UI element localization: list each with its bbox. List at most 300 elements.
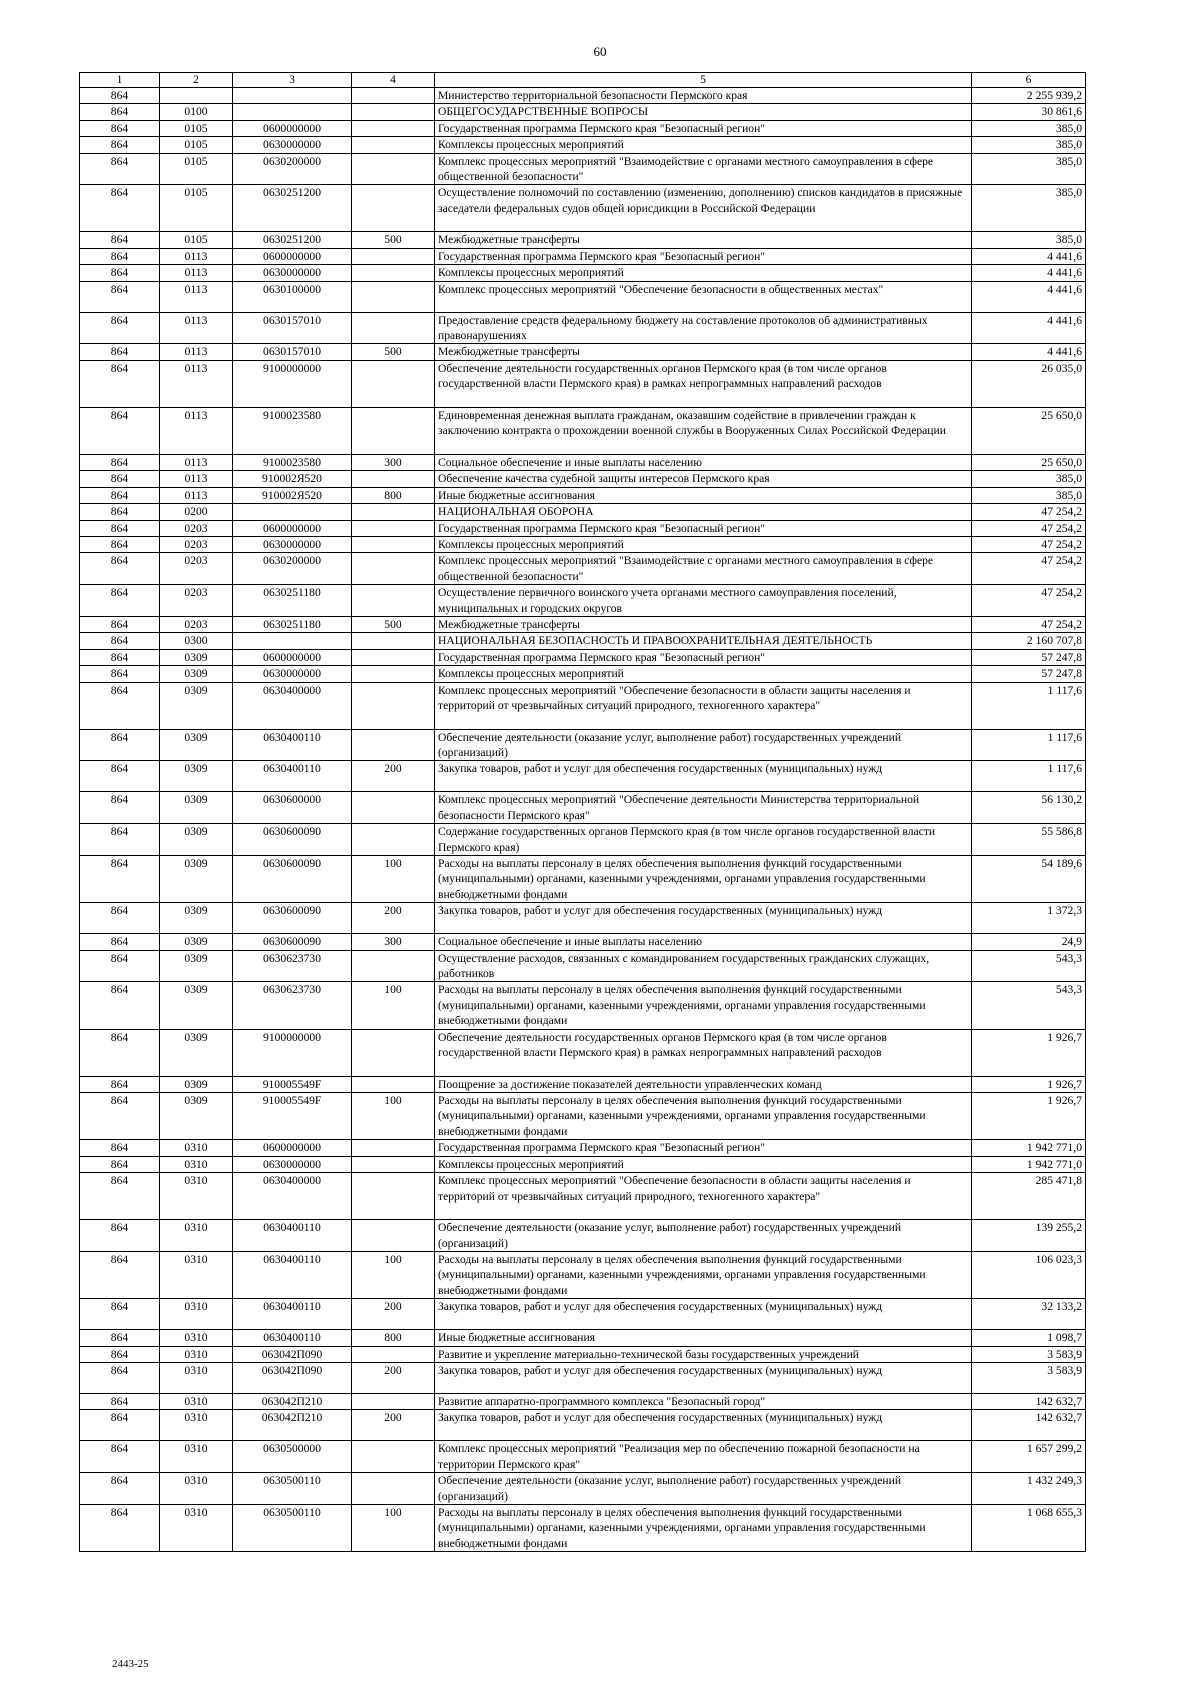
expense-type-cell [352,682,435,729]
section-code-cell: 0309 [160,1029,233,1076]
section-code-cell: 0310 [160,1393,233,1409]
ministry-code-cell: 864 [80,1299,160,1330]
amount-cell: 4 441,6 [972,265,1086,281]
table-row [80,520,1086,536]
table-row [80,856,1086,903]
expense-type-cell: 200 [352,1299,435,1330]
target-code-cell: 0630400110 [233,1251,352,1298]
amount-cell: 385,0 [972,185,1086,232]
expense-type-cell [352,649,435,665]
table-row [80,344,1086,360]
description-cell: Комплексы процессных мероприятий [435,137,972,153]
amount-cell: 2 255 939,2 [972,88,1086,104]
ministry-code-cell: 864 [80,553,160,585]
target-code-cell: 0630157010 [233,312,352,344]
ministry-code-cell: 864 [80,903,160,934]
target-code-cell: 0600000000 [233,649,352,665]
expense-type-cell [352,585,435,617]
table-row [80,407,1086,454]
description-cell: Осуществление первичного воинского учета органами местного самоуправления поселений, муниципальных и городских округов [435,585,972,617]
section-code-cell: 0310 [160,1299,233,1330]
amount-cell: 142 632,7 [972,1410,1086,1441]
table-row [80,104,1086,120]
section-code-cell: 0203 [160,585,233,617]
amount-cell: 1 926,7 [972,1076,1086,1092]
amount-cell: 1 372,3 [972,903,1086,934]
section-code-cell: 0309 [160,856,233,903]
target-code-cell: 063042П210 [233,1410,352,1441]
target-code-cell: 0600000000 [233,520,352,536]
ministry-code-cell: 864 [80,407,160,454]
target-code-cell: 0630200000 [233,153,352,185]
section-code-cell [160,88,233,104]
section-code-cell: 0309 [160,1076,233,1092]
description-cell: НАЦИОНАЛЬНАЯ БЕЗОПАСНОСТЬ И ПРАВООХРАНИТЕЛЬНАЯ ДЕЯТЕЛЬНОСТЬ [435,633,972,649]
target-code-cell: 0630251200 [233,232,352,248]
description-cell: Государственная программа Пермского края "Безопасный регион" [435,649,972,665]
ministry-code-cell: 864 [80,649,160,665]
description-cell: Министерство территориальной безопасности Пермского края [435,88,972,104]
target-code-cell: 0600000000 [233,248,352,264]
amount-cell: 25 650,0 [972,407,1086,454]
expense-type-cell: 200 [352,1362,435,1393]
section-code-cell: 0113 [160,487,233,503]
ministry-code-cell: 864 [80,761,160,792]
table-row [80,633,1086,649]
amount-cell: 4 441,6 [972,312,1086,344]
expense-type-cell [352,153,435,185]
target-code-cell: 910002Я520 [233,471,352,487]
table-body [80,88,1086,1552]
ministry-code-cell: 864 [80,454,160,470]
ministry-code-cell: 864 [80,982,160,1029]
ministry-code-cell: 864 [80,682,160,729]
section-code-cell: 0100 [160,104,233,120]
expense-type-cell: 100 [352,1093,435,1140]
target-code-cell: 0630600090 [233,856,352,903]
expense-type-cell [352,265,435,281]
section-code-cell: 0310 [160,1330,233,1346]
table-row [80,761,1086,792]
amount-cell: 106 023,3 [972,1251,1086,1298]
table-row [80,1140,1086,1156]
section-code-cell: 0309 [160,950,233,982]
amount-cell: 3 583,9 [972,1362,1086,1393]
target-code-cell: 910005549F [233,1093,352,1140]
target-code-cell [233,633,352,649]
amount-cell: 57 247,8 [972,649,1086,665]
table-row [80,903,1086,934]
amount-cell: 385,0 [972,471,1086,487]
table-row [80,1156,1086,1172]
section-code-cell: 0105 [160,232,233,248]
description-cell: Единовременная денежная выплата гражданам, оказавшим содействие в привлечении граждан к заключению контракта о прохождении военной службы в Вооруженных Силах Российской Федерации [435,407,972,454]
amount-cell: 4 441,6 [972,248,1086,264]
description-cell: Иные бюджетные ассигнования [435,1330,972,1346]
target-code-cell: 0630600090 [233,934,352,950]
amount-cell: 47 254,2 [972,616,1086,632]
ministry-code-cell: 864 [80,666,160,682]
expense-type-cell [352,104,435,120]
section-code-cell: 0203 [160,520,233,536]
description-cell: Осуществление расходов, связанных с командированием государственных гражданских служащих, работников [435,950,972,982]
description-cell: Закупка товаров, работ и услуг для обеспечения государственных (муниципальных) нужд [435,1362,972,1393]
table-row [80,265,1086,281]
column-header: 3 [233,73,352,88]
section-code-cell: 0309 [160,903,233,934]
target-code-cell: 0630251180 [233,585,352,617]
ministry-code-cell: 864 [80,585,160,617]
description-cell: Расходы на выплаты персоналу в целях обеспечения выполнения функций государственными (муниципальными) органами, казенными учреждениями, органами управления государственными внебюджетными фондами [435,1504,972,1551]
ministry-code-cell: 864 [80,792,160,824]
ministry-code-cell: 864 [80,504,160,520]
target-code-cell: 0630000000 [233,666,352,682]
ministry-code-cell: 864 [80,1029,160,1076]
target-code-cell: 0600000000 [233,1140,352,1156]
target-code-cell: 0630251200 [233,185,352,232]
ministry-code-cell: 864 [80,104,160,120]
ministry-code-cell: 864 [80,1441,160,1473]
section-code-cell: 0113 [160,471,233,487]
expense-type-cell [352,1346,435,1362]
table-row [80,824,1086,856]
description-cell: ОБЩЕГОСУДАРСТВЕННЫЕ ВОПРОСЫ [435,104,972,120]
ministry-code-cell: 864 [80,633,160,649]
ministry-code-cell: 864 [80,248,160,264]
section-code-cell: 0310 [160,1346,233,1362]
description-cell: Поощрение за достижение показателей деятельности управленческих команд [435,1076,972,1092]
section-code-cell: 0309 [160,934,233,950]
target-code-cell: 0630500110 [233,1504,352,1551]
table-row [80,934,1086,950]
expense-type-cell [352,1140,435,1156]
table-row [80,1362,1086,1393]
section-code-cell: 0309 [160,666,233,682]
amount-cell: 1 117,6 [972,729,1086,761]
table-row [80,1299,1086,1330]
ministry-code-cell: 864 [80,360,160,407]
ministry-code-cell: 864 [80,344,160,360]
expense-type-cell [352,504,435,520]
description-cell: Комплекс процессных мероприятий "Взаимодействие с органами местного самоуправления в сфере общественной безопасности" [435,553,972,585]
description-cell: Комплекс процессных мероприятий "Обеспечение безопасности в общественных местах" [435,281,972,312]
table-row [80,666,1086,682]
description-cell: Обеспечение деятельности государственных органов Пермского края (в том числе органов государственной власти Пермского края) в рамках непрограммных направлений расходов [435,360,972,407]
ministry-code-cell: 864 [80,616,160,632]
amount-cell: 55 586,8 [972,824,1086,856]
section-code-cell: 0105 [160,120,233,136]
amount-cell: 1 432 249,3 [972,1473,1086,1505]
ministry-code-cell: 864 [80,265,160,281]
description-cell: Закупка товаров, работ и услуг для обеспечения государственных (муниципальных) нужд [435,1410,972,1441]
table-row [80,1076,1086,1092]
page-number: 60 [593,44,607,59]
description-cell: Комплексы процессных мероприятий [435,666,972,682]
section-code-cell: 0203 [160,616,233,632]
expense-type-cell: 800 [352,487,435,503]
description-cell: Закупка товаров, работ и услуг для обеспечения государственных (муниципальных) нужд [435,1299,972,1330]
description-cell: Комплекс процессных мероприятий "Реализация мер по обеспечению пожарной безопасности на территории Пермского края" [435,1441,972,1473]
expense-type-cell [352,312,435,344]
description-cell: НАЦИОНАЛЬНАЯ ОБОРОНА [435,504,972,520]
expense-type-cell [352,137,435,153]
table-row [80,1173,1086,1220]
section-code-cell: 0300 [160,633,233,649]
section-code-cell: 0309 [160,824,233,856]
ministry-code-cell: 864 [80,1076,160,1092]
description-cell: Социальное обеспечение и иные выплаты населению [435,934,972,950]
amount-cell: 385,0 [972,232,1086,248]
table-row [80,1441,1086,1473]
description-cell: Комплексы процессных мероприятий [435,265,972,281]
target-code-cell: 063042П090 [233,1346,352,1362]
section-code-cell: 0310 [160,1441,233,1473]
target-code-cell: 0630623730 [233,982,352,1029]
amount-cell: 385,0 [972,153,1086,185]
ministry-code-cell: 864 [80,1093,160,1140]
description-cell: Межбюджетные трансферты [435,232,972,248]
section-code-cell: 0309 [160,1093,233,1140]
amount-cell: 4 441,6 [972,344,1086,360]
expense-type-cell: 500 [352,344,435,360]
table-row [80,585,1086,617]
ministry-code-cell: 864 [80,312,160,344]
amount-cell: 30 861,6 [972,104,1086,120]
description-cell: Развитие и укрепление материально-технической базы государственных учреждений [435,1346,972,1362]
amount-cell: 47 254,2 [972,520,1086,536]
amount-cell: 139 255,2 [972,1220,1086,1252]
target-code-cell: 0630400110 [233,1330,352,1346]
target-code-cell: 0630000000 [233,265,352,281]
document-code: 2443-25 [112,1658,149,1670]
section-code-cell: 0113 [160,344,233,360]
section-code-cell: 0113 [160,281,233,312]
target-code-cell: 0630400110 [233,761,352,792]
description-cell: Комплексы процессных мероприятий [435,1156,972,1172]
expense-type-cell [352,553,435,585]
target-code-cell: 9100000000 [233,1029,352,1076]
column-header: 1 [80,73,160,88]
section-code-cell: 0310 [160,1504,233,1551]
expense-type-cell: 100 [352,982,435,1029]
description-cell: Иные бюджетные ассигнования [435,487,972,503]
table-row [80,1393,1086,1409]
section-code-cell: 0309 [160,729,233,761]
section-code-cell: 0310 [160,1140,233,1156]
amount-cell: 385,0 [972,120,1086,136]
table-row [80,120,1086,136]
description-cell: Расходы на выплаты персоналу в целях обеспечения выполнения функций государственными (муниципальными) органами, казенными учреждениями, органами управления государственными внебюджетными фондами [435,1093,972,1140]
expense-type-cell [352,471,435,487]
ministry-code-cell: 864 [80,232,160,248]
ministry-code-cell: 864 [80,1393,160,1409]
section-code-cell: 0113 [160,265,233,281]
expense-type-cell [352,824,435,856]
section-code-cell: 0310 [160,1410,233,1441]
expense-type-cell [352,1441,435,1473]
target-code-cell: 910002Я520 [233,487,352,503]
table-row [80,471,1086,487]
amount-cell: 385,0 [972,487,1086,503]
expense-type-cell [352,1029,435,1076]
expense-type-cell: 100 [352,1251,435,1298]
description-cell: Комплекс процессных мероприятий "Обеспечение безопасности в области защиты населения и территорий от чрезвычайных ситуаций природного, техногенного характера" [435,682,972,729]
table-row [80,312,1086,344]
table-row [80,1029,1086,1076]
expense-type-cell [352,360,435,407]
expense-type-cell [352,1076,435,1092]
table-row [80,1330,1086,1346]
target-code-cell [233,504,352,520]
target-code-cell: 9100023580 [233,407,352,454]
description-cell: Развитие аппаратно-программного комплекса "Безопасный город" [435,1393,972,1409]
table-row [80,185,1086,232]
table-row [80,88,1086,104]
section-code-cell: 0200 [160,504,233,520]
amount-cell: 1 942 771,0 [972,1140,1086,1156]
expense-type-cell [352,536,435,552]
expense-type-cell: 200 [352,1410,435,1441]
description-cell: Расходы на выплаты персоналу в целях обеспечения выполнения функций государственными (муниципальными) органами, казенными учреждениями, органами управления государственными внебюджетными фондами [435,1251,972,1298]
expense-type-cell: 800 [352,1330,435,1346]
ministry-code-cell: 864 [80,1410,160,1441]
amount-cell: 1 098,7 [972,1330,1086,1346]
amount-cell: 1 942 771,0 [972,1156,1086,1172]
target-code-cell: 9100023580 [233,454,352,470]
amount-cell: 285 471,8 [972,1173,1086,1220]
description-cell: Комплекс процессных мероприятий "Взаимодействие с органами местного самоуправления в сфере общественной безопасности" [435,153,972,185]
description-cell: Комплекс процессных мероприятий "Обеспечение деятельности Министерства территориальной безопасности Пермского края" [435,792,972,824]
target-code-cell [233,104,352,120]
ministry-code-cell: 864 [80,1473,160,1505]
ministry-code-cell: 864 [80,856,160,903]
expense-type-cell: 100 [352,856,435,903]
table-row [80,1251,1086,1298]
amount-cell: 32 133,2 [972,1299,1086,1330]
table-row [80,616,1086,632]
ministry-code-cell: 864 [80,950,160,982]
section-code-cell: 0113 [160,454,233,470]
amount-cell: 4 441,6 [972,281,1086,312]
section-code-cell: 0310 [160,1473,233,1505]
column-header: 6 [972,73,1086,88]
ministry-code-cell: 864 [80,1173,160,1220]
description-cell: Обеспечение деятельности (оказание услуг, выполнение работ) государственных учреждений (организаций) [435,729,972,761]
table-row [80,360,1086,407]
target-code-cell: 0630623730 [233,950,352,982]
section-code-cell: 0309 [160,682,233,729]
table-row [80,1093,1086,1140]
target-code-cell: 0630251180 [233,616,352,632]
target-code-cell: 0630000000 [233,536,352,552]
table-row [80,792,1086,824]
amount-cell: 47 254,2 [972,585,1086,617]
description-cell: Социальное обеспечение и иные выплаты населению [435,454,972,470]
amount-cell: 2 160 707,8 [972,633,1086,649]
expense-type-cell [352,1173,435,1220]
expense-type-cell [352,88,435,104]
target-code-cell: 0630000000 [233,137,352,153]
amount-cell: 57 247,8 [972,666,1086,682]
ministry-code-cell: 864 [80,185,160,232]
target-code-cell: 0630400110 [233,729,352,761]
amount-cell: 1 117,6 [972,761,1086,792]
description-cell: Межбюджетные трансферты [435,616,972,632]
expense-type-cell [352,729,435,761]
description-cell: Государственная программа Пермского края "Безопасный регион" [435,248,972,264]
section-code-cell: 0310 [160,1173,233,1220]
ministry-code-cell: 864 [80,1140,160,1156]
amount-cell: 47 254,2 [972,536,1086,552]
section-code-cell: 0309 [160,792,233,824]
target-code-cell: 0630600000 [233,792,352,824]
description-cell: Комплексы процессных мероприятий [435,536,972,552]
table-row [80,982,1086,1029]
table-row [80,950,1086,982]
table-row [80,281,1086,312]
column-header: 4 [352,73,435,88]
target-code-cell: 0630400000 [233,682,352,729]
amount-cell: 24,9 [972,934,1086,950]
table-row [80,153,1086,185]
target-code-cell: 0630400000 [233,1173,352,1220]
expense-type-cell: 100 [352,1504,435,1551]
target-code-cell: 0630400110 [233,1299,352,1330]
description-cell: Обеспечение деятельности государственных органов Пермского края (в том числе органов государственной власти Пермского края) в рамках непрограммных направлений расходов [435,1029,972,1076]
ministry-code-cell: 864 [80,1330,160,1346]
ministry-code-cell: 864 [80,824,160,856]
amount-cell: 385,0 [972,137,1086,153]
ministry-code-cell: 864 [80,1220,160,1252]
expense-type-cell [352,1156,435,1172]
expense-type-cell: 300 [352,454,435,470]
expense-type-cell: 200 [352,903,435,934]
description-cell: Расходы на выплаты персоналу в целях обеспечения выполнения функций государственными (муниципальными) органами, казенными учреждениями, органами управления государственными внебюджетными фондами [435,982,972,1029]
target-code-cell: 0630600090 [233,903,352,934]
expense-type-cell [352,407,435,454]
ministry-code-cell: 864 [80,934,160,950]
section-code-cell: 0113 [160,360,233,407]
section-code-cell: 0203 [160,553,233,585]
ministry-code-cell: 864 [80,1346,160,1362]
ministry-code-cell: 864 [80,471,160,487]
table-row [80,536,1086,552]
section-code-cell: 0310 [160,1156,233,1172]
expense-type-cell [352,1393,435,1409]
table-row [80,649,1086,665]
section-code-cell: 0113 [160,248,233,264]
ministry-code-cell: 864 [80,487,160,503]
expense-type-cell [352,120,435,136]
column-header: 5 [435,73,972,88]
section-code-cell: 0105 [160,137,233,153]
table-row [80,232,1086,248]
target-code-cell: 0630600090 [233,824,352,856]
section-code-cell: 0310 [160,1220,233,1252]
amount-cell: 47 254,2 [972,553,1086,585]
target-code-cell: 910005549F [233,1076,352,1092]
ministry-code-cell: 864 [80,137,160,153]
target-code-cell: 063042П210 [233,1393,352,1409]
table-row [80,553,1086,585]
table-row [80,137,1086,153]
table-row [80,1410,1086,1441]
amount-cell: 54 189,6 [972,856,1086,903]
amount-cell: 543,3 [972,950,1086,982]
target-code-cell: 0630400110 [233,1220,352,1252]
description-cell: Обеспечение деятельности (оказание услуг, выполнение работ) государственных учреждений (организаций) [435,1473,972,1505]
expense-type-cell [352,248,435,264]
